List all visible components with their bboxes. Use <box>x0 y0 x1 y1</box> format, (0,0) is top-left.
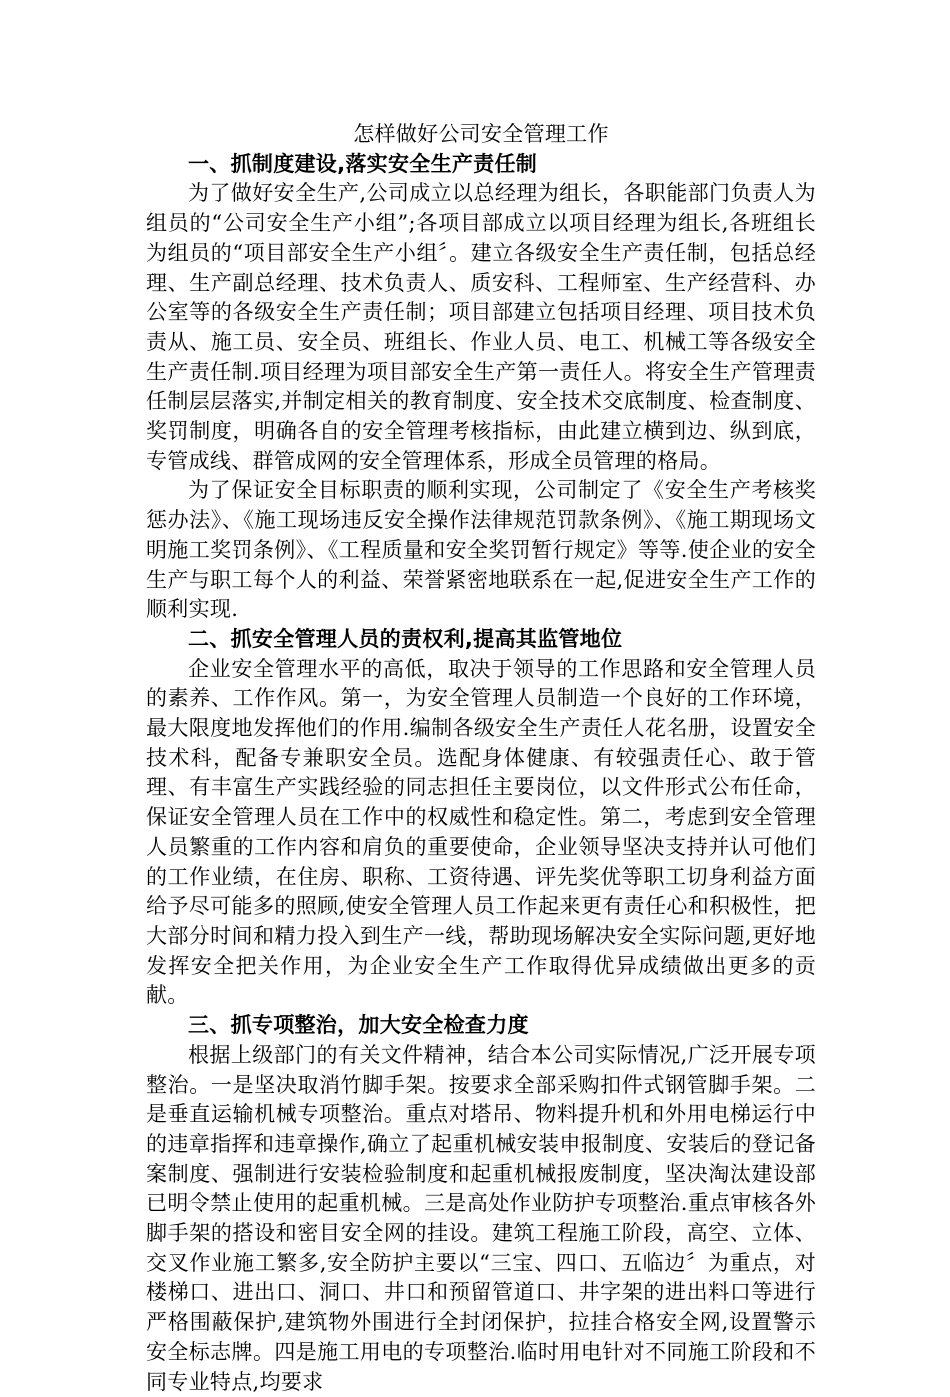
document-title: 怎样做好公司安全管理工作 <box>353 122 609 146</box>
section-1-paragraph-1: 为了做好安全生产,公司成立以总经理为组长，各职能部门负责人为组员的“公司安全生产小组”;各项目部成立以项目经理为组长,各班组长为组员的“项目部安全生产小组〞。建立各级安全生产责任制，包括总经理、生产副总经理、技术负责人、质安科、工程师室、生产经营科、办公室等的各级安全生产责任制；项目部建立包括项目经理、项目技术负责从、施工员、安全员、班组长、作业人员、电工、机械工等各级安全生产责任制.项目经理为项目部安全生产第一责任人。将安全生产管理责任制层层落实,并制定相关的教育制度、安全技术交底制度、检查制度、奖罚制度，明确各自的安全管理考核指标，由此建立横到边、纵到底，专管成线、群管成网的安全管理体系，形成全员管理的格局。 <box>146 181 816 473</box>
section-2-paragraph-1: 企业安全管理水平的高低，取决于领导的工作思路和安全管理人员的素养、工作作风。第一，为安全管理人员制造一个良好的工作环境，最大限度地发挥他们的作用.编制各级安全生产责任人花名册，设置安全技术科，配备专兼职安全员。选配身体健康、有较强责任心、敢于管理、有丰富生产实践经验的同志担任主要岗位，以文件形式公布任命，保证安全管理人员在工作中的权威性和稳定性。第二，考虑到安全管理人员繁重的工作内容和肩负的重要使命，企业领导坚决支持并认可他们的工作业绩，在住房、职称、工资待遇、评先奖优等职工切身利益方面给予尽可能多的照顾,使安全管理人员工作起来更有责任心和积极性，把大部分时间和精力投入到生产一线，帮助现场解决安全实际问题,更好地发挥安全把关作用，为企业安全生产工作取得优异成绩做出更多的贡献。 <box>146 656 816 1008</box>
section-heading-3: 三、抓专项整治，加大安全检查力度 <box>188 1013 529 1038</box>
section-heading-2: 二、抓安全管理人员的责权利,提高其监管地位 <box>188 626 623 651</box>
section-heading-1: 一、抓制度建设,落实安全生产责任制 <box>188 151 538 176</box>
section-3-paragraph-1: 根据上级部门的有关文件精神，结合本公司实际情况,广泛开展专项整治。一是坚决取消竹脚手架。按要求全部采购扣件式钢管脚手架。二是垂直运输机械专项整治。重点对塔吊、物料提升机和外用电梯运行中的违章指挥和违章操作,确立了起重机械安装申报制度、安装后的登记备案制度、强制进行安装检验制度和起重机械报废制度，坚决淘汰建设部已明令禁止使用的起重机械。三是高处作业防护专项整治.重点审核各外脚手架的搭设和密目安全网的挂设。建筑工程施工阶段，高空、立体、交叉作业施工繁多,安全防护主要以“三宝、四口、五临边〞为重点，对楼梯口、进出口、洞口、井口和预留管道口、井字架的进出料口等进行严格围蔽保护,建筑物外围进行全封闭保护，拉挂合格安全网,设置警示安全标志牌。四是施工用电的专项整治.临时用电针对不同施工阶段和不同专业特点,均要求 <box>146 1042 816 1394</box>
document-page <box>146 120 816 1397</box>
section-1-paragraph-2: 为了保证安全目标职责的顺利实现，公司制定了《安全生产考核奖惩办法》、《施工现场违反安全操作法律规范罚款条例》、《施工期现场文明施工奖罚条例》、《工程质量和安全奖罚暂行规定》等等.使企业的安全生产与职工每个人的利益、荣誉紧密地联系在一起,促进安全生产工作的顺利实现. <box>146 478 816 622</box>
